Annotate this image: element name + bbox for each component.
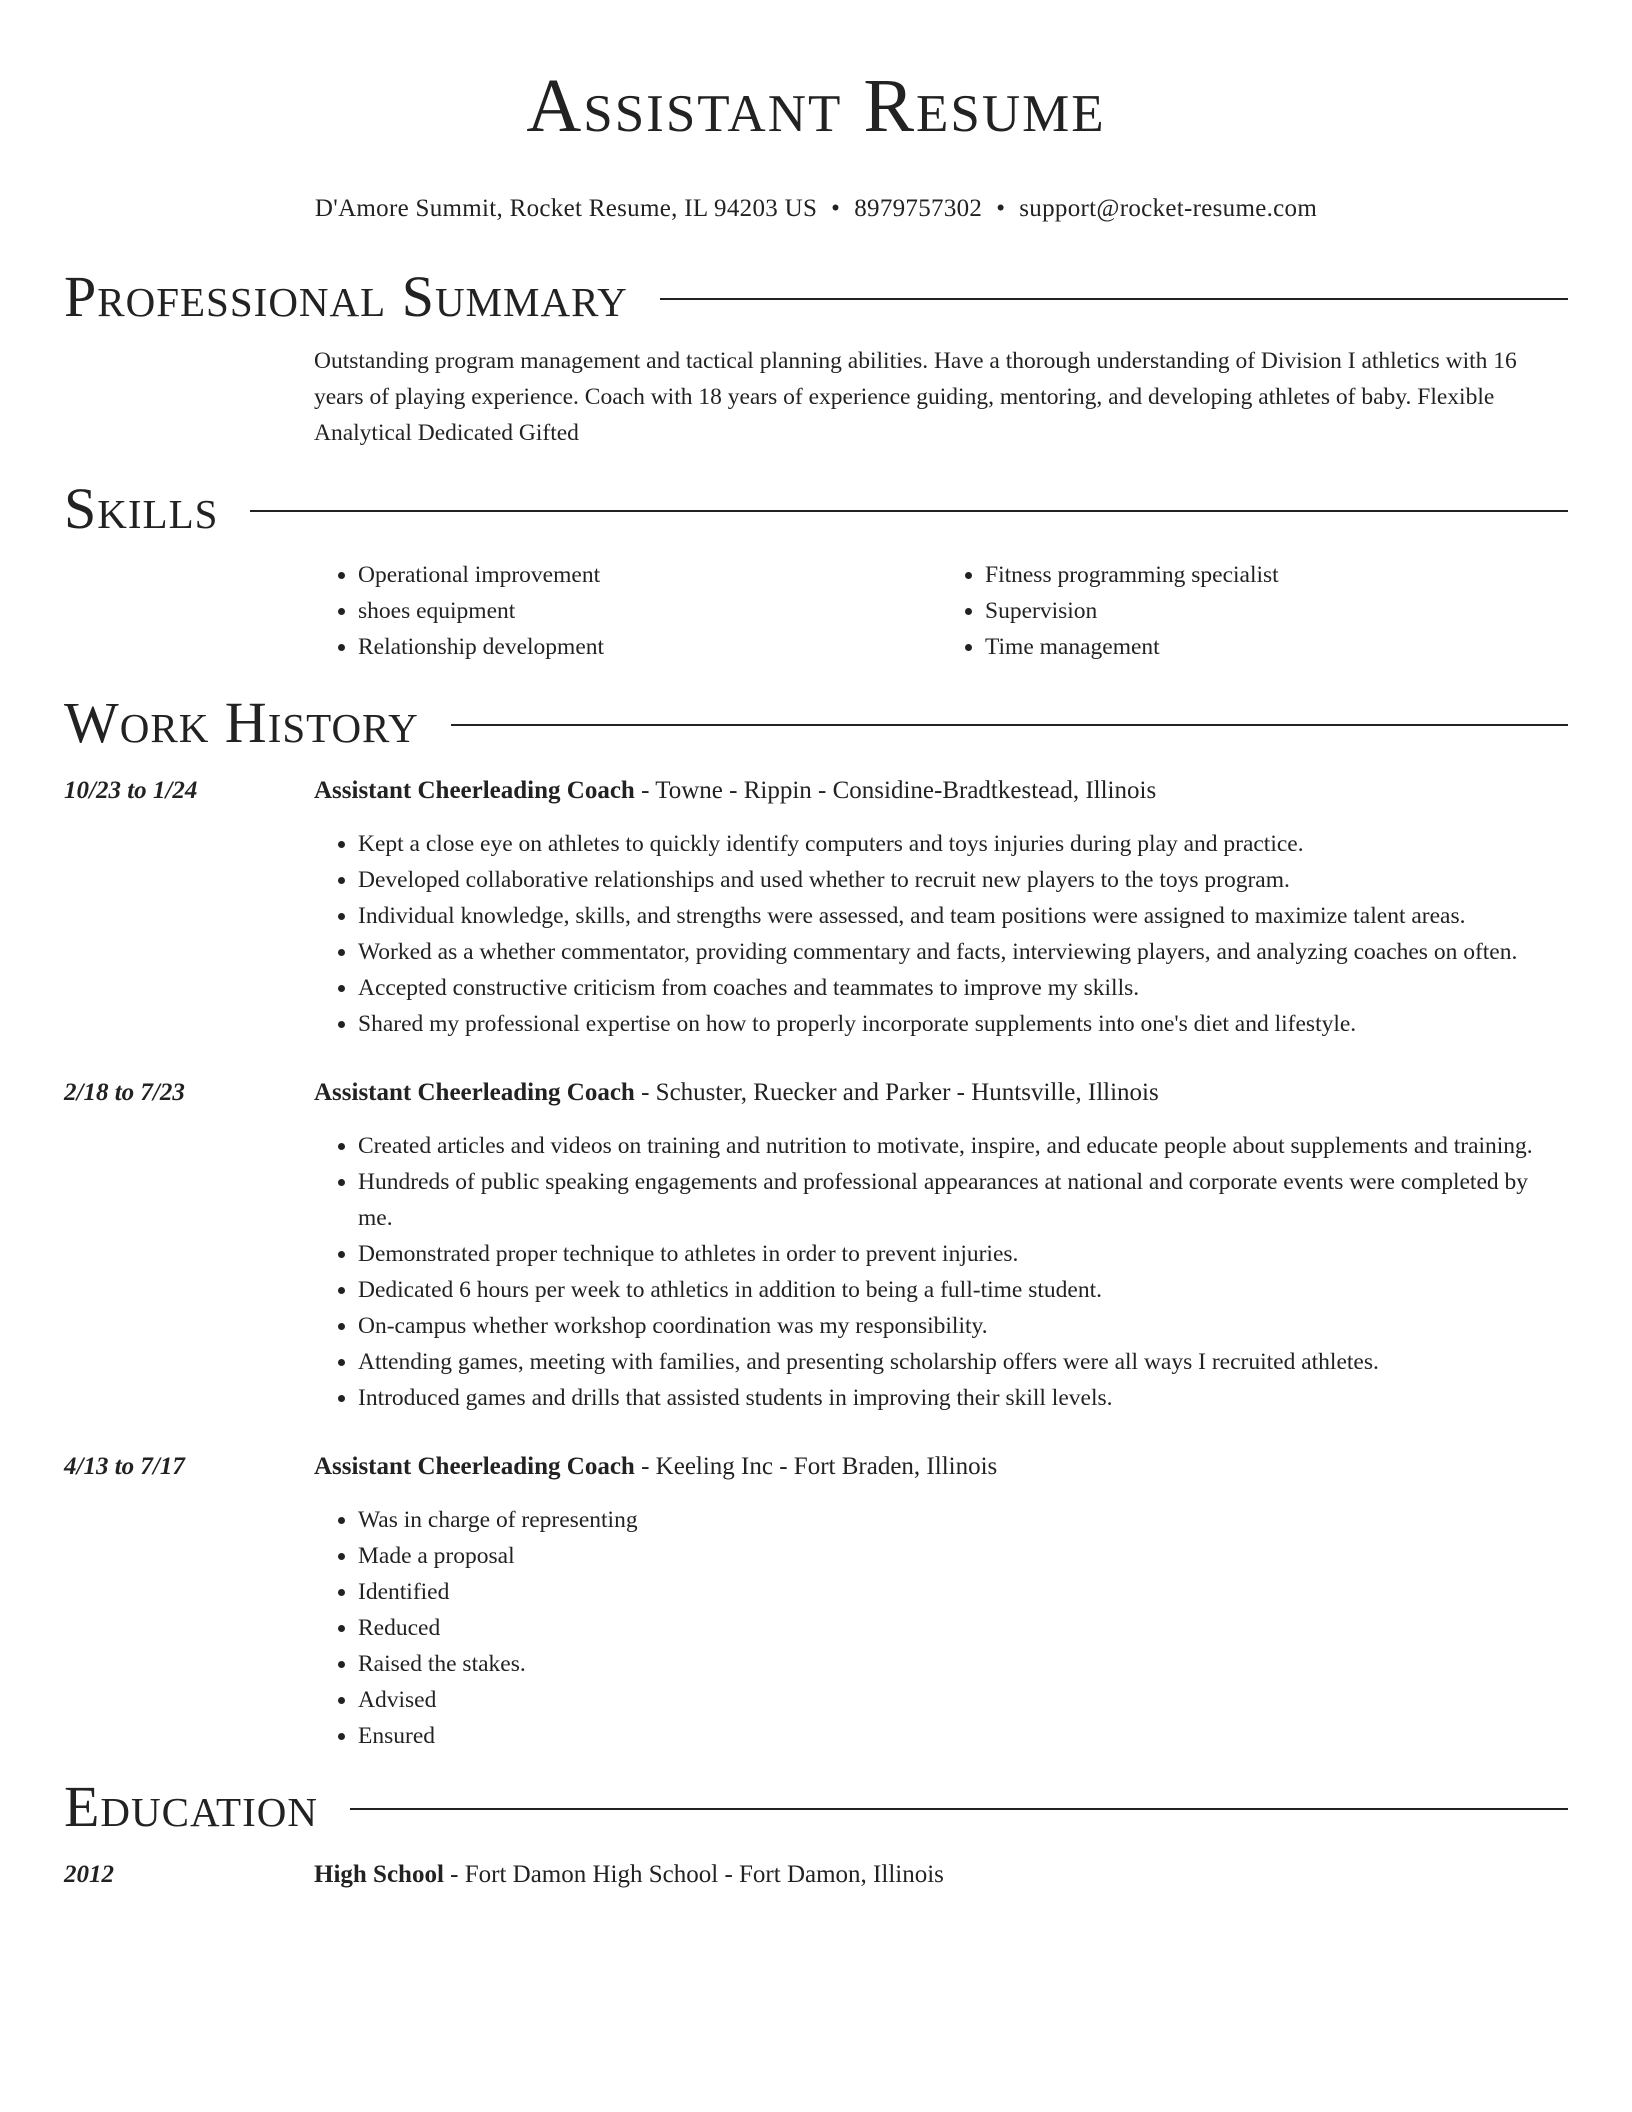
duty-item: • Developed collaborative relationships and used whether to recruit new players to the toys program. bbox=[358, 862, 1568, 898]
job-employer: - Towne - Rippin - Considine-Bradtkestead, Illinois bbox=[634, 777, 1157, 804]
skills-section-header bbox=[64, 476, 1568, 542]
duty-item: • Was in charge of representing bbox=[358, 1502, 1568, 1538]
contact-separator: • bbox=[831, 195, 841, 222]
duty-item: • Attending games, meeting with families, and presenting scholarship offers were all ways I recruited athletes. bbox=[358, 1344, 1568, 1380]
duty-item: • Made a proposal bbox=[358, 1538, 1568, 1574]
job-header bbox=[64, 773, 1568, 809]
contact-email[interactable]: support@rocket-resume.com bbox=[1019, 195, 1318, 222]
job-header bbox=[64, 1449, 1568, 1485]
education-entry bbox=[64, 1857, 1568, 1893]
contact-separator: • bbox=[996, 195, 1006, 222]
skills-heading: Skills bbox=[64, 476, 219, 541]
duty-item: • Individual knowledge, skills, and strengths were assessed, and team positions were assigned to maximize talent areas. bbox=[358, 898, 1568, 934]
duty-item: • Accepted constructive criticism from coaches and teammates to improve my skills. bbox=[358, 970, 1568, 1006]
job-dates: 2/18 to 7/23 bbox=[64, 1079, 185, 1106]
job-duties bbox=[314, 1128, 1568, 1416]
summary-heading: Professional Summary bbox=[64, 264, 628, 329]
education-heading: Education bbox=[64, 1774, 318, 1839]
summary-text: Outstanding program management and tactical planning abilities. Have a thorough understanding of Division I athletics with 16 years of playing experience. Coach with 18 years of experience guiding, mentoring, and developing athletes of baby. Flexible Analytical Dedicated Gifted bbox=[314, 348, 1517, 446]
duty-item: • Raised the stakes. bbox=[358, 1646, 1568, 1682]
duty-item: • Identified bbox=[358, 1574, 1568, 1610]
duty-item: • On-campus whether workshop coordination was my responsibility. bbox=[358, 1308, 1568, 1344]
job-heading bbox=[314, 1449, 997, 1485]
skill-item: • Time management bbox=[985, 629, 1568, 665]
contact-phone: 8979757302 bbox=[854, 195, 983, 222]
contact-address: D'Amore Summit, Rocket Resume, IL 94203 US bbox=[314, 195, 818, 222]
duty-item: • Advised bbox=[358, 1682, 1568, 1718]
job-dates: 4/13 to 7/17 bbox=[64, 1453, 185, 1480]
duty-item: • Demonstrated proper technique to athletes in order to prevent injuries. bbox=[358, 1236, 1568, 1272]
education-degree: High School bbox=[314, 1861, 444, 1888]
duty-item: • Hundreds of public speaking engagements and professional appearances at national and corporate events were completed by me. bbox=[358, 1164, 1568, 1236]
job-heading bbox=[314, 773, 1156, 809]
skill-item: • Fitness programming specialist bbox=[985, 557, 1568, 593]
section-divider bbox=[350, 1808, 1568, 1810]
job-duties bbox=[314, 1502, 1568, 1754]
duty-item: • Ensured bbox=[358, 1718, 1568, 1754]
job-entry bbox=[64, 1449, 1568, 1754]
resume-title: Assistant Resume bbox=[526, 64, 1106, 148]
skill-item: • Supervision bbox=[985, 593, 1568, 629]
job-employer: - Keeling Inc - Fort Braden, Illinois bbox=[634, 1453, 998, 1480]
job-title: Assistant Cheerleading Coach bbox=[314, 1453, 635, 1480]
skills-column-left bbox=[314, 557, 941, 665]
contact-line bbox=[64, 194, 1568, 224]
duty-item: • Dedicated 6 hours per week to athletics in addition to being a full-time student. bbox=[358, 1272, 1568, 1308]
work-section-header bbox=[64, 690, 1568, 756]
job-employer: - Schuster, Ruecker and Parker - Huntsville, Illinois bbox=[634, 1079, 1159, 1106]
summary-section-header bbox=[64, 264, 1568, 330]
section-divider bbox=[660, 298, 1568, 300]
education-section-header bbox=[64, 1774, 1568, 1840]
job-dates: 10/23 to 1/24 bbox=[64, 777, 198, 804]
duty-item: • Shared my professional expertise on how to properly incorporate supplements into one's diet and lifestyle. bbox=[358, 1006, 1568, 1042]
job-entry bbox=[64, 1075, 1568, 1416]
skills-column-right bbox=[941, 557, 1568, 665]
section-divider bbox=[250, 510, 1568, 512]
job-title: Assistant Cheerleading Coach bbox=[314, 777, 635, 804]
job-entry bbox=[64, 773, 1568, 1042]
job-heading bbox=[314, 1075, 1159, 1111]
job-header bbox=[64, 1075, 1568, 1111]
education-year: 2012 bbox=[64, 1861, 114, 1888]
section-divider bbox=[451, 724, 1568, 726]
duty-item: • Created articles and videos on training and nutrition to motivate, inspire, and educate people about supplements and training. bbox=[358, 1128, 1568, 1164]
duty-item: • Introduced games and drills that assisted students in improving their skill levels. bbox=[358, 1380, 1568, 1416]
skills-list bbox=[314, 557, 1568, 665]
skill-item: • shoes equipment bbox=[358, 593, 941, 629]
job-duties bbox=[314, 826, 1568, 1042]
duty-item: • Kept a close eye on athletes to quickly identify computers and toys injuries during play and practice. bbox=[358, 826, 1568, 862]
skill-item: • Operational improvement bbox=[358, 557, 941, 593]
education-heading-line bbox=[314, 1857, 944, 1893]
duty-item: • Reduced bbox=[358, 1610, 1568, 1646]
job-title: Assistant Cheerleading Coach bbox=[314, 1079, 635, 1106]
skill-item: • Relationship development bbox=[358, 629, 941, 665]
education-school: - Fort Damon High School - Fort Damon, Illinois bbox=[443, 1861, 944, 1888]
work-heading: Work History bbox=[64, 690, 419, 755]
duty-item: • Worked as a whether commentator, providing commentary and facts, interviewing players, and analyzing coaches on often. bbox=[358, 934, 1568, 970]
summary-body bbox=[314, 343, 1568, 451]
